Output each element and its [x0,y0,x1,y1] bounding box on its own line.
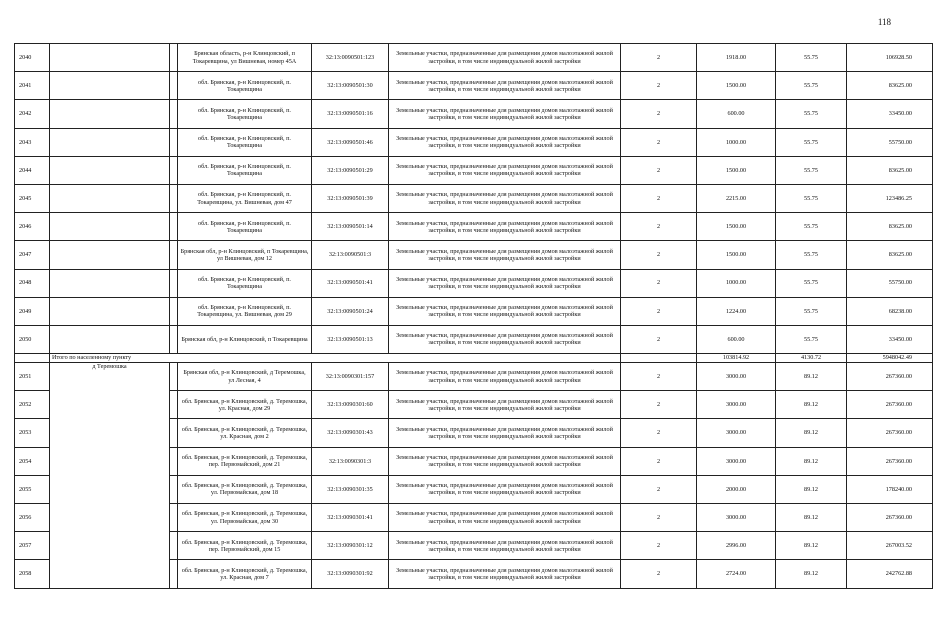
cadastral-number: 32:13:0090501:39 [312,184,389,212]
price-cell: 89.12 [776,391,847,419]
price-cell: 89.12 [776,504,847,532]
area-cell: 1918.00 [697,44,776,72]
land-registry-table [14,43,933,589]
table-body-section-a [15,44,933,354]
price-cell: 55.75 [776,184,847,212]
table-row [15,213,933,241]
subtotal-section [15,354,933,363]
cost-cell: 83625.00 [847,72,933,100]
cost-cell: 55750.00 [847,269,933,297]
table-row [15,128,933,156]
empty-cell [50,100,170,128]
table-row [15,297,933,325]
table-row [15,241,933,269]
land-use-cell: Земельные участки, предназначенные для размещения домов малоэтажной жилой застройки, в том числе индивидуальной жилой застройки [389,297,621,325]
price-cell: 89.12 [776,475,847,503]
cost-cell: 55750.00 [847,128,933,156]
quantity-cell: 2 [621,213,697,241]
address-cell: обл. Брянская, р-н Клинцовский, п. Токаревщина [178,72,312,100]
cost-cell: 106928.50 [847,44,933,72]
price-cell: 89.12 [776,560,847,588]
area-cell: 600.00 [697,325,776,353]
table-body-section-b [15,363,933,589]
row-number: 2050 [15,325,50,353]
address-cell: обл. Брянская, р-н Клинцовский, п. Токаревщина [178,156,312,184]
empty-cell [170,184,178,212]
place-name: д Теремошка [50,363,170,589]
land-use-cell: Земельные участки, предназначенные для размещения домов малоэтажной жилой застройки, в том числе индивидуальной жилой застройки [389,391,621,419]
empty-cell [170,504,178,532]
quantity-cell: 2 [621,100,697,128]
cadastral-number: 32:13:0090301:157 [312,363,389,391]
address-cell: обл. Брянская, р-н Клинцовский, п. Токаревщина [178,128,312,156]
table-row [15,184,933,212]
empty-cell [170,297,178,325]
quantity-cell: 2 [621,297,697,325]
table-row [15,72,933,100]
subtotal-price: 4130.72 [776,354,847,363]
address-cell: Брянская обл, р-н Клинцовский, п Токаревщина, ул Вишневая, дом 12 [178,241,312,269]
cadastral-number: 32:13:0090501:123 [312,44,389,72]
area-cell: 2724.00 [697,560,776,588]
land-use-cell: Земельные участки, предназначенные для размещения домов малоэтажной жилой застройки, в том числе индивидуальной жилой застройки [389,100,621,128]
empty-cell [50,156,170,184]
address-cell: обл. Брянская, р-н Клинцовский, д. Теремошка, пер. Первомайский, дом 21 [178,447,312,475]
area-cell: 1224.00 [697,297,776,325]
subtotal-label: Итого по населенному пункту [50,354,621,363]
address-cell: Брянская область, р-н Клинцовский, п Токаревщина, ул Вишневая, номер 45А [178,44,312,72]
row-number: 2046 [15,213,50,241]
price-cell: 55.75 [776,269,847,297]
price-cell: 55.75 [776,325,847,353]
cost-cell: 267360.00 [847,391,933,419]
cost-cell: 33450.00 [847,100,933,128]
quantity-cell: 2 [621,325,697,353]
area-cell: 3000.00 [697,504,776,532]
row-number: 2051 [15,363,50,391]
row-number: 2041 [15,72,50,100]
empty-cell [170,419,178,447]
cadastral-number: 32:13:0090301:3 [312,447,389,475]
cost-cell: 267360.00 [847,447,933,475]
table-row [15,269,933,297]
price-cell: 55.75 [776,241,847,269]
cadastral-number: 32:13:0090501:30 [312,72,389,100]
row-number: 2049 [15,297,50,325]
cadastral-number: 32:13:0090301:35 [312,475,389,503]
subtotal-row [15,354,933,363]
empty-cell [50,44,170,72]
cost-cell: 83625.00 [847,156,933,184]
table-row [15,44,933,72]
price-cell: 89.12 [776,419,847,447]
address-cell: обл. Брянская, р-н Клинцовский, д. Теремошка, ул. Первомайская, дом 18 [178,475,312,503]
cost-cell: 267360.00 [847,363,933,391]
row-number: 2056 [15,504,50,532]
land-use-cell: Земельные участки, предназначенные для размещения домов малоэтажной жилой застройки, в том числе индивидуальной жилой застройки [389,156,621,184]
table-row [15,325,933,353]
address-cell: Брянская обл, р-н Клинцовский, д Теремошка, ул Лесная, 4 [178,363,312,391]
area-cell: 1000.00 [697,269,776,297]
quantity-cell: 2 [621,447,697,475]
row-number: 2048 [15,269,50,297]
land-use-cell: Земельные участки, предназначенные для размещения домов малоэтажной жилой застройки, в том числе индивидуальной жилой застройки [389,241,621,269]
price-cell: 55.75 [776,128,847,156]
row-number: 2047 [15,241,50,269]
empty-cell [170,269,178,297]
area-cell: 2215.00 [697,184,776,212]
address-cell: обл. Брянская, р-н Клинцовский, п. Токаревщина [178,100,312,128]
price-cell: 89.12 [776,532,847,560]
price-cell: 89.12 [776,363,847,391]
land-use-cell: Земельные участки, предназначенные для размещения домов малоэтажной жилой застройки, в том числе индивидуальной жилой застройки [389,325,621,353]
cost-cell: 83625.00 [847,213,933,241]
cadastral-number: 32:13:0090301:92 [312,560,389,588]
land-use-cell: Земельные участки, предназначенные для размещения домов малоэтажной жилой застройки, в том числе индивидуальной жилой застройки [389,128,621,156]
quantity-cell: 2 [621,72,697,100]
address-cell: обл. Брянская, р-н Клинцовский, д. Теремошка, ул. Красная, дом 29 [178,391,312,419]
empty-cell [170,325,178,353]
area-cell: 1500.00 [697,213,776,241]
area-cell: 3000.00 [697,363,776,391]
cadastral-number: 32:13:0090501:3 [312,241,389,269]
cost-cell: 33450.00 [847,325,933,353]
subtotal-cost: 5948042.49 [847,354,933,363]
land-use-cell: Земельные участки, предназначенные для размещения домов малоэтажной жилой застройки, в том числе индивидуальной жилой застройки [389,72,621,100]
cadastral-number: 32:13:0090501:29 [312,156,389,184]
row-number: 2040 [15,44,50,72]
area-cell: 2000.00 [697,475,776,503]
empty-cell [170,100,178,128]
cadastral-number: 32:13:0090301:41 [312,504,389,532]
empty-cell [50,72,170,100]
land-use-cell: Земельные участки, предназначенные для размещения домов малоэтажной жилой застройки, в том числе индивидуальной жилой застройки [389,560,621,588]
price-cell: 55.75 [776,213,847,241]
row-number: 2043 [15,128,50,156]
land-use-cell: Земельные участки, предназначенные для размещения домов малоэтажной жилой застройки, в том числе индивидуальной жилой застройки [389,213,621,241]
cost-cell: 83625.00 [847,241,933,269]
area-cell: 3000.00 [697,419,776,447]
address-cell: обл. Брянская, р-н Клинцовский, п. Токаревщина [178,213,312,241]
empty-cell [50,297,170,325]
land-use-cell: Земельные участки, предназначенные для размещения домов малоэтажной жилой застройки, в том числе индивидуальной жилой застройки [389,504,621,532]
quantity-cell: 2 [621,363,697,391]
area-cell: 2996.00 [697,532,776,560]
cadastral-number: 32:13:0090501:13 [312,325,389,353]
table-row [15,100,933,128]
quantity-cell: 2 [621,419,697,447]
empty-cell [170,156,178,184]
empty-cell [170,447,178,475]
area-cell: 600.00 [697,100,776,128]
page-number: 118 [877,17,891,27]
empty-cell [170,213,178,241]
row-number: 2053 [15,419,50,447]
cost-cell: 242762.88 [847,560,933,588]
address-cell: обл. Брянская, р-н Клинцовский, д. Теремошка, ул. Красная, дом 2 [178,419,312,447]
cadastral-number: 32:13:0090501:46 [312,128,389,156]
row-number: 2055 [15,475,50,503]
row-number: 2058 [15,560,50,588]
quantity-cell: 2 [621,241,697,269]
quantity-cell: 2 [621,128,697,156]
cost-cell: 68238.00 [847,297,933,325]
area-cell: 3000.00 [697,391,776,419]
price-cell: 55.75 [776,44,847,72]
land-use-cell: Земельные участки, предназначенные для размещения домов малоэтажной жилой застройки, в том числе индивидуальной жилой застройки [389,44,621,72]
land-use-cell: Земельные участки, предназначенные для размещения домов малоэтажной жилой застройки, в том числе индивидуальной жилой застройки [389,184,621,212]
empty-cell [170,560,178,588]
price-cell: 89.12 [776,447,847,475]
land-use-cell: Земельные участки, предназначенные для размещения домов малоэтажной жилой застройки, в том числе индивидуальной жилой застройки [389,269,621,297]
cadastral-number: 32:13:0090501:14 [312,213,389,241]
empty-cell [50,128,170,156]
cadastral-number: 32:13:0090501:41 [312,269,389,297]
cost-cell: 123486.25 [847,184,933,212]
subtotal-area: 103814.92 [697,354,776,363]
cost-cell: 267003.52 [847,532,933,560]
price-cell: 55.75 [776,156,847,184]
empty-cell [170,363,178,391]
table-row [15,363,933,391]
row-number: 2044 [15,156,50,184]
quantity-cell: 2 [621,269,697,297]
empty-cell [170,72,178,100]
empty-cell [170,128,178,156]
address-cell: обл. Брянская, р-н Клинцовский, д. Теремошка, ул. Первомайская, дом 30 [178,504,312,532]
land-use-cell: Земельные участки, предназначенные для размещения домов малоэтажной жилой застройки, в том числе индивидуальной жилой застройки [389,475,621,503]
area-cell: 1500.00 [697,72,776,100]
price-cell: 55.75 [776,100,847,128]
empty-cell [170,391,178,419]
table-row [15,156,933,184]
empty-cell [50,241,170,269]
cadastral-number: 32:13:0090301:12 [312,532,389,560]
quantity-cell: 2 [621,475,697,503]
price-cell: 55.75 [776,72,847,100]
area-cell: 3000.00 [697,447,776,475]
price-cell: 55.75 [776,297,847,325]
row-number: 2054 [15,447,50,475]
area-cell: 1500.00 [697,156,776,184]
address-cell: обл. Брянская, р-н Клинцовский, п. Токаревщина [178,269,312,297]
address-cell: Брянская обл, р-н Клинцовский, п Токаревщина [178,325,312,353]
address-cell: обл. Брянская, р-н Клинцовский, п. Токаревщина, ул. Вишневая, дом 29 [178,297,312,325]
row-number: 2042 [15,100,50,128]
quantity-cell: 2 [621,391,697,419]
address-cell: обл. Брянская, р-н Клинцовский, п. Токаревщина, ул. Вишневая, дом 47 [178,184,312,212]
land-use-cell: Земельные участки, предназначенные для размещения домов малоэтажной жилой застройки, в том числе индивидуальной жилой застройки [389,532,621,560]
address-cell: обл. Брянская, р-н Клинцовский, д. Теремошка, пер. Первомайский, дом 15 [178,532,312,560]
quantity-cell: 2 [621,532,697,560]
area-cell: 1000.00 [697,128,776,156]
quantity-cell: 2 [621,44,697,72]
row-number: 2045 [15,184,50,212]
empty-cell [50,325,170,353]
land-use-cell: Земельные участки, предназначенные для размещения домов малоэтажной жилой застройки, в том числе индивидуальной жилой застройки [389,363,621,391]
area-cell: 1500.00 [697,241,776,269]
cadastral-number: 32:13:0090301:43 [312,419,389,447]
quantity-cell: 2 [621,156,697,184]
empty-cell [170,475,178,503]
row-number: 2052 [15,391,50,419]
empty-cell [170,241,178,269]
cadastral-number: 32:13:0090501:16 [312,100,389,128]
quantity-cell: 2 [621,504,697,532]
empty-cell [50,213,170,241]
land-use-cell: Земельные участки, предназначенные для размещения домов малоэтажной жилой застройки, в том числе индивидуальной жилой застройки [389,419,621,447]
cost-cell: 267360.00 [847,504,933,532]
cost-cell: 267360.00 [847,419,933,447]
empty-cell [50,269,170,297]
empty-cell [50,184,170,212]
address-cell: обл. Брянская, р-н Клинцовский, д. Теремошка, ул. Красная, дом 7 [178,560,312,588]
land-use-cell: Земельные участки, предназначенные для размещения домов малоэтажной жилой застройки, в том числе индивидуальной жилой застройки [389,447,621,475]
empty-cell [170,532,178,560]
cost-cell: 178240.00 [847,475,933,503]
empty-cell [170,44,178,72]
quantity-cell: 2 [621,560,697,588]
cadastral-number: 32:13:0090501:24 [312,297,389,325]
row-number: 2057 [15,532,50,560]
cadastral-number: 32:13:0090301:60 [312,391,389,419]
quantity-cell: 2 [621,184,697,212]
